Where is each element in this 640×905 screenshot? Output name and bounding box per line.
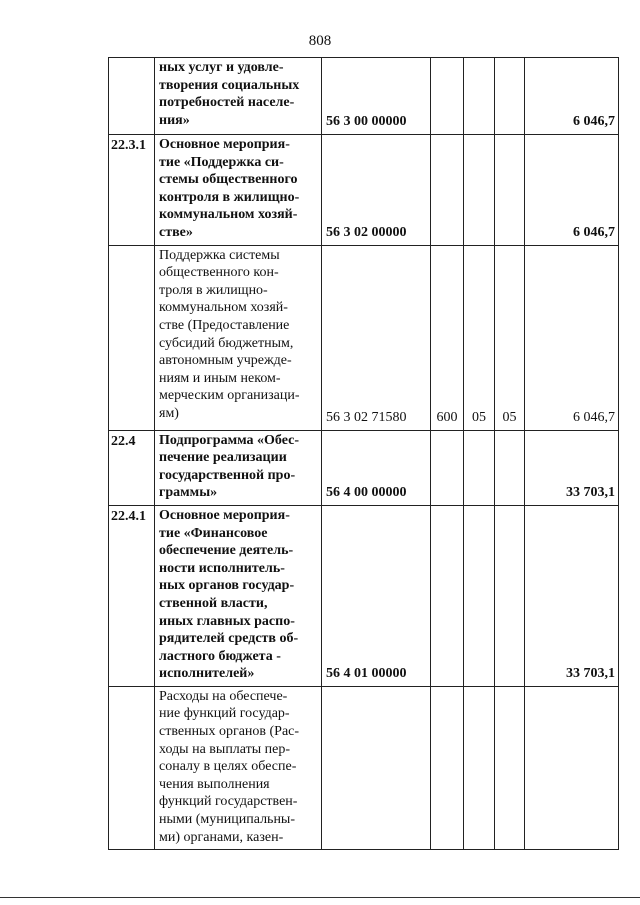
row-name-cell bbox=[155, 686, 322, 849]
row-name-line: иных главных распо- bbox=[159, 613, 295, 629]
expense-type-cell bbox=[431, 686, 464, 849]
table-row bbox=[109, 245, 619, 430]
expense-type-cell bbox=[431, 505, 464, 686]
row-name-line: печение реализации bbox=[159, 450, 287, 466]
row-name-line: государственной про- bbox=[159, 467, 296, 483]
target-article-code-cell: 56 3 00 00000 bbox=[322, 58, 431, 135]
target-article-code-cell: 56 4 01 00000 bbox=[322, 505, 431, 686]
target-article-code-cell: 56 4 00 00000 bbox=[322, 430, 431, 505]
amount-cell bbox=[525, 686, 619, 849]
row-name-line: рядителей средств об- bbox=[159, 631, 299, 647]
row-name-line: потребностей населе- bbox=[159, 95, 295, 111]
target-article-code-cell: 56 3 02 00000 bbox=[322, 135, 431, 246]
row-name-line: Расходы на обеспече- bbox=[159, 688, 288, 704]
row-name-line: исполнителей» bbox=[159, 666, 255, 682]
row-name-line: субсидий бюджетным, bbox=[159, 335, 294, 351]
row-name-line: ходы на выплаты пер- bbox=[159, 741, 291, 757]
section-cell bbox=[464, 135, 495, 246]
expense-type-cell: 600 bbox=[431, 245, 464, 430]
amount-cell: 6 046,7 bbox=[525, 245, 619, 430]
table-row bbox=[109, 505, 619, 686]
row-name-cell bbox=[155, 505, 322, 686]
table-row bbox=[109, 686, 619, 849]
target-article-code-cell bbox=[322, 686, 431, 849]
page-number: 808 bbox=[308, 33, 332, 49]
row-name-cell bbox=[155, 135, 322, 246]
row-name-line: мерческим организаци- bbox=[159, 388, 300, 404]
amount-cell: 33 703,1 bbox=[525, 505, 619, 686]
row-name-line: тие «Финансовое bbox=[159, 525, 268, 541]
row-name-line: ственных органов (Рас- bbox=[159, 724, 300, 740]
row-name-line: контроля в жилищно- bbox=[159, 189, 300, 205]
row-name-line: троля в жилищно- bbox=[159, 282, 268, 298]
row-name-line: ния» bbox=[159, 112, 190, 128]
row-name-line: ми) органами, казен- bbox=[159, 829, 284, 845]
row-name-line: обеспечение деятель- bbox=[159, 543, 294, 559]
subsection-cell bbox=[495, 430, 525, 505]
row-name-line: стемы общественного bbox=[159, 172, 298, 188]
row-name-line: Основное мероприя- bbox=[159, 137, 290, 152]
row-number-cell: 22.3.1 bbox=[109, 135, 155, 246]
table-row bbox=[109, 58, 619, 135]
section-cell bbox=[464, 58, 495, 135]
row-name-line: общественного кон- bbox=[159, 265, 279, 281]
row-name-line: функций государствен- bbox=[159, 794, 298, 810]
row-name-line: Поддержка системы bbox=[159, 247, 280, 263]
budget-table bbox=[108, 57, 619, 850]
subsection-cell bbox=[495, 58, 525, 135]
row-name-line: соналу в целях обеспе- bbox=[159, 759, 297, 775]
row-name-line: ластного бюджета - bbox=[159, 648, 281, 664]
row-name-cell bbox=[155, 58, 322, 135]
row-number-cell bbox=[109, 58, 155, 135]
row-name-line: граммы» bbox=[159, 485, 218, 501]
expense-type-cell bbox=[431, 58, 464, 135]
row-name-line: Подпрограмма «Обес- bbox=[159, 432, 300, 448]
amount-cell: 33 703,1 bbox=[525, 430, 619, 505]
row-name-cell bbox=[155, 430, 322, 505]
row-name-line: стве (Предоставление bbox=[159, 317, 290, 333]
row-name-line: автономным учрежде- bbox=[159, 353, 292, 369]
row-name-line: коммунальном хозяй- bbox=[159, 207, 298, 223]
table-row bbox=[109, 135, 619, 246]
budget-table-body bbox=[109, 58, 619, 850]
row-name-line: Основное мероприя- bbox=[159, 507, 290, 523]
row-number-cell bbox=[109, 245, 155, 430]
row-number-cell bbox=[109, 686, 155, 849]
subsection-cell bbox=[495, 686, 525, 849]
row-name-line: тие «Поддержка си- bbox=[159, 154, 284, 170]
subsection-cell bbox=[495, 505, 525, 686]
row-name-line: стве» bbox=[159, 224, 193, 240]
row-name-line: ям) bbox=[159, 405, 179, 421]
row-number-cell: 22.4.1 bbox=[109, 505, 155, 686]
row-name-line: ние функций государ- bbox=[159, 706, 290, 722]
row-name-line: ных органов государ- bbox=[159, 578, 295, 594]
row-name-line: ности исполнитель- bbox=[159, 560, 285, 576]
row-name-line: коммунальном хозяй- bbox=[159, 300, 288, 316]
row-name-line: ных услуг и удовле- bbox=[159, 60, 284, 75]
subsection-cell: 05 bbox=[495, 245, 525, 430]
expense-type-cell bbox=[431, 135, 464, 246]
section-cell bbox=[464, 430, 495, 505]
target-article-code-cell: 56 3 02 71580 bbox=[322, 245, 431, 430]
table-row bbox=[109, 430, 619, 505]
amount-cell: 6 046,7 bbox=[525, 58, 619, 135]
row-name-line: ственной власти, bbox=[159, 595, 268, 611]
row-name-cell bbox=[155, 245, 322, 430]
expense-type-cell bbox=[431, 430, 464, 505]
row-name-line: ными (муниципальны- bbox=[159, 812, 296, 828]
section-cell: 05 bbox=[464, 245, 495, 430]
row-name-line: ниям и иным неком- bbox=[159, 370, 281, 386]
page-bottom-rule bbox=[0, 897, 640, 898]
row-number-cell: 22.4 bbox=[109, 430, 155, 505]
section-cell bbox=[464, 505, 495, 686]
amount-cell: 6 046,7 bbox=[525, 135, 619, 246]
row-name-line: чения выполнения bbox=[159, 776, 270, 792]
subsection-cell bbox=[495, 135, 525, 246]
section-cell bbox=[464, 686, 495, 849]
row-name-line: творения социальных bbox=[159, 77, 300, 93]
